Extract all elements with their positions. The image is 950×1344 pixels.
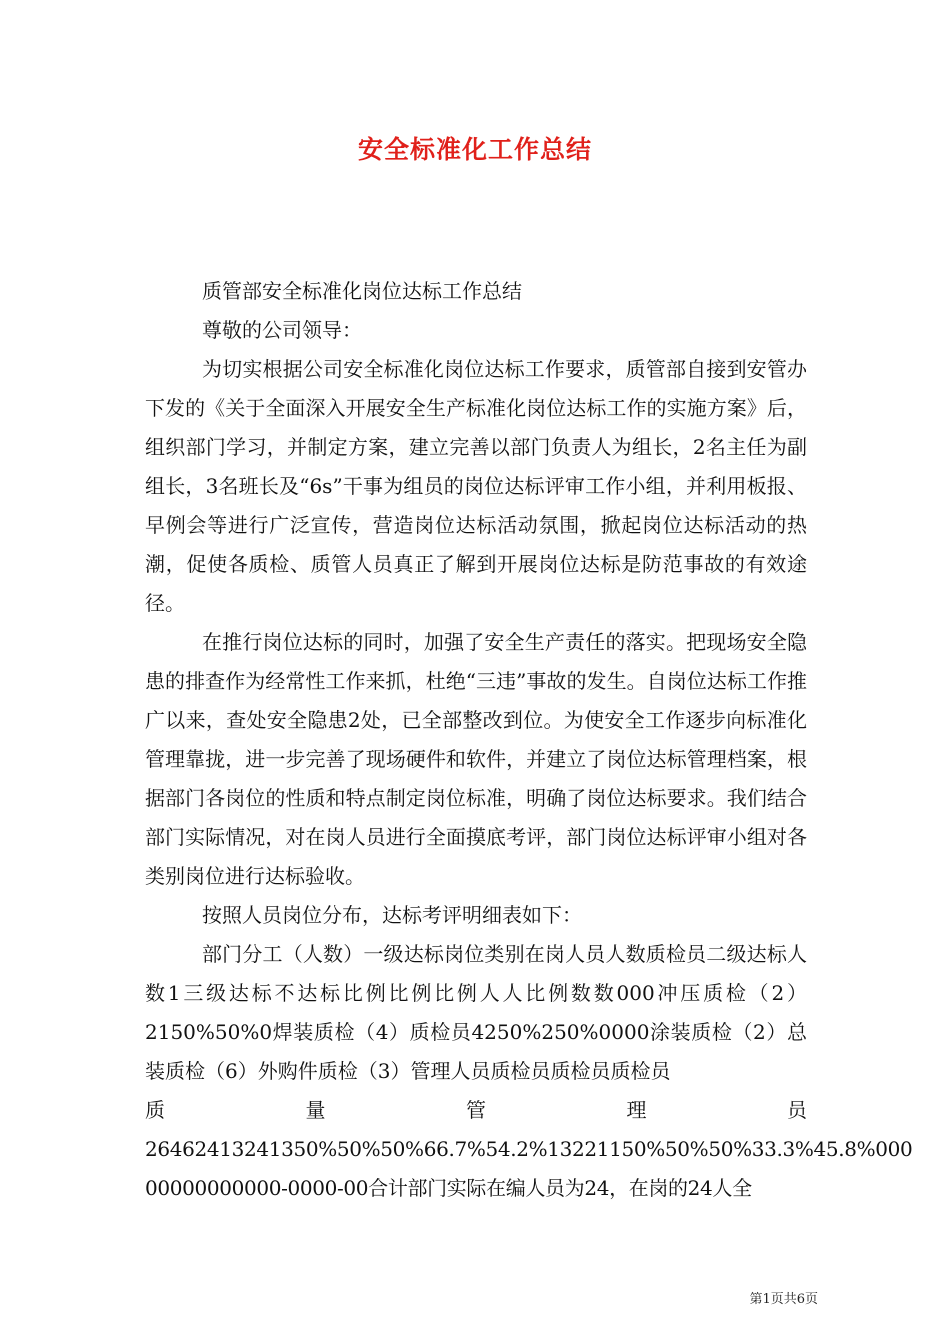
paragraph-implementation: 在推行岗位达标的同时，加强了安全生产责任的落实。把现场安全隐患的排查作为经常性工作来抓，杜绝“三违”事故的发生。自岗位达标工作推广以来，查处安全隐患2处，已全部整改到位。为使安全工作逐步向标准化管理靠拢，进一步完善了现场硬件和软件，并建立了岗位达标管理档案，根据部门各岗位的性质和特点制定岗位标准，明确了岗位达标要求。我们结合部门实际情况，对在岗人员进行全面摸底考评，部门岗位达标评审小组对各类别岗位进行达标验收。	[145, 630, 807, 888]
paragraph-table-intro: 按照人员岗位分布，达标考评明细表如下：	[202, 903, 582, 927]
paragraph-table-spread-line: 质量管理员	[145, 1098, 807, 1122]
document-body	[145, 272, 913, 1208]
paragraph-table-numbers: 26462413241350%50%50%66.7%54.2%13221150%50%50%33.3%45.8%000	[145, 1137, 913, 1161]
paragraph-salutation: 尊敬的公司领导：	[202, 318, 362, 342]
page-number: 第1页共6页	[749, 1292, 818, 1307]
paragraph-intro: 为切实根据公司安全标准化岗位达标工作要求，质管部自接到安管办下发的《关于全面深入开展安全生产标准化岗位达标工作的实施方案》后，组织部门学习，并制定方案，建立完善以部门负责人为组长，2名主任为副组长，3名班长及“6s”干事为组员的岗位达标评审工作小组，并利用板报、早例会等进行广泛宣传，营造岗位达标活动氛围，掀起岗位达标活动的热潮，促使各质检、质管人员真正了解到开展岗位达标是防范事故的有效途径。	[145, 357, 807, 615]
paragraph-table-text: 部门分工（人数）一级达标岗位类别在岗人员人数质检员二级达标人数1三级达标不达标比例比例比例人人比例数数000冲压质检（2）2150%50%0焊装质检（4）质检员4250%250%0000涂装质检（2）总装质检（6）外购件质检（3）管理人员质检员质检员质检员	[145, 942, 807, 1083]
paragraph-subtitle: 质管部安全标准化岗位达标工作总结	[202, 279, 522, 303]
paragraph-table-numbers-tail: 00000000000-0000-00合计部门实际在编人员为24，在岗的24人全	[145, 1176, 752, 1200]
document-title: 安全标准化工作总结	[357, 135, 592, 164]
